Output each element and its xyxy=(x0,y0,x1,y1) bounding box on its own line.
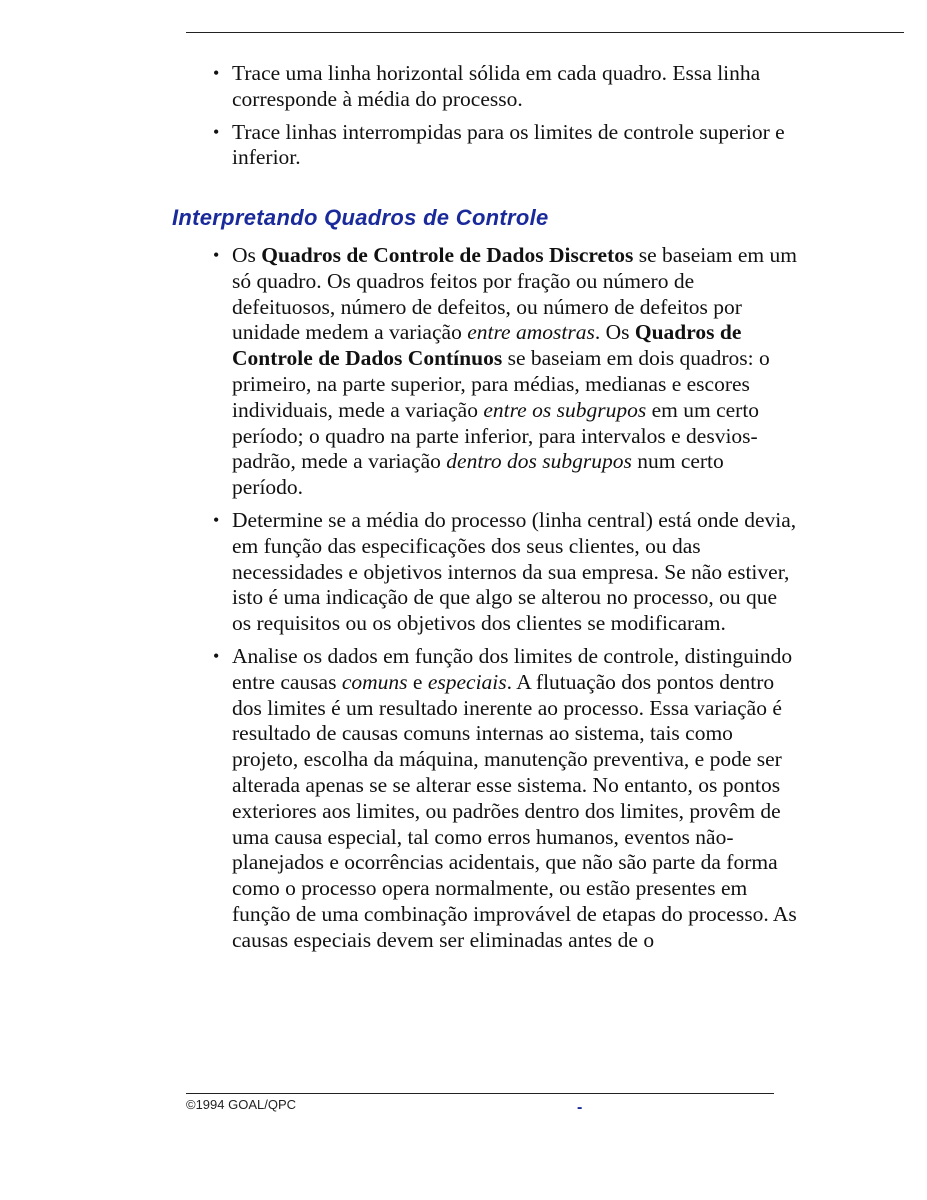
bullet-dot-icon: • xyxy=(213,245,220,265)
section-bullet-item xyxy=(212,644,798,954)
italic-term: especiais xyxy=(427,669,507,694)
bullet-text: . Os xyxy=(594,320,635,345)
intro-bullet-list xyxy=(212,61,812,171)
bullet-text: Analise os dados em função dos limites de controle, distinguindo entre causas xyxy=(232,643,793,694)
intro-bullet-item xyxy=(212,120,812,172)
italic-term: comuns xyxy=(341,669,408,694)
italic-term: entre os subgrupos xyxy=(483,397,647,422)
section-heading: Interpretando Quadros de Controle xyxy=(172,205,549,230)
bold-term: Quadros de Controle de Dados Discretos xyxy=(261,243,634,267)
section-bullet-item xyxy=(212,243,798,501)
bullet-text: em um certo período; o quadro na parte inferior, para intervalos e desvios-padrão, mede a variação xyxy=(232,397,760,474)
bullet-dot-icon: • xyxy=(213,121,220,142)
bottom-rule xyxy=(186,1093,774,1094)
section-bullet-item xyxy=(212,508,798,637)
footer-copyright: ©1994 GOAL/QPC xyxy=(186,1097,297,1112)
intro-bullet-item xyxy=(212,61,812,113)
intro-bullet-text: Trace linhas interrompidas para os limites de controle superior e inferior. xyxy=(232,119,785,170)
italic-term: dentro dos subgrupos xyxy=(446,449,632,474)
bullet-text: Determine se a média do processo (linha central) está onde devia, em função das especificações dos seus clientes, ou das necessidades e objetivos internos da sua empresa. Se não estiver, isto é uma indicação de que algo se alterou no processo, ou que os requisitos ou os objetivos dos clientes se modificaram. xyxy=(232,507,797,636)
bullet-dot-icon: • xyxy=(213,645,220,666)
section-bullet-list xyxy=(212,243,812,954)
bullet-text: se baseiam em um só quadro. Os quadros feitos por fração ou número de defeituosos, número de defeitos, ou número de defeitos por unidade medem a variação xyxy=(232,243,797,345)
bullet-dot-icon: • xyxy=(213,63,220,83)
bullet-text: num certo período. xyxy=(232,449,724,500)
footer-page-mark: - xyxy=(577,1099,583,1116)
bold-term: Quadros de Controle de Dados Contínuos xyxy=(232,320,742,371)
top-rule xyxy=(186,32,904,33)
italic-term: entre amostras xyxy=(467,320,595,345)
bullet-text: se baseiam em dois quadros: o primeiro, na parte superior, para médias, medianas e escores individuais, mede a variação xyxy=(232,346,770,422)
bullet-dot-icon: • xyxy=(213,509,220,530)
bullet-text: . A flutuação dos pontos dentro dos limites é um resultado inerente ao processo. Essa variação é resultado de causas comuns internas ao sistema, tais como projeto, escolha da máquina, manutenção preventiva, e pode ser alterada apenas se se alterar esse sistema. No entanto, os pontos exteriores aos limites, ou padrões dentro dos limites, provêm de uma causa especial, tal como erros humanos, eventos não-planejados e ocorrências acidentais, que não são parte da forma como o processo opera normalmente, ou estão presentes em função de uma combinação improvável de etapas do processo. As causas especiais devem ser eliminadas antes de o xyxy=(232,669,797,952)
bullet-text: Os xyxy=(232,243,262,267)
intro-bullet-text: Trace uma linha horizontal sólida em cada quadro. Essa linha corresponde à média do processo. xyxy=(232,61,761,111)
bullet-text: e xyxy=(407,669,428,694)
